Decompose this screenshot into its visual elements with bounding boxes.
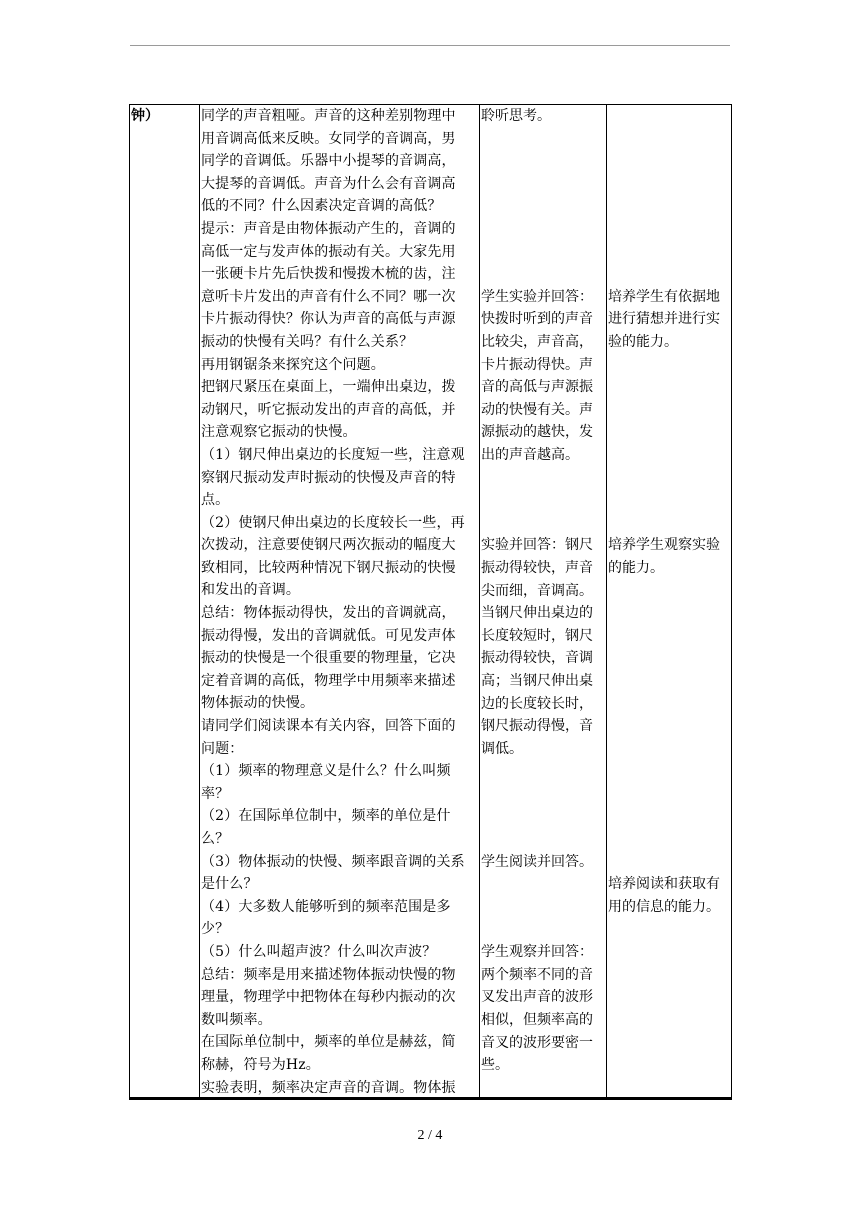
text-line: 学生阅读并回答。 bbox=[481, 853, 593, 870]
text-line: 点。 bbox=[201, 492, 230, 509]
text-block bbox=[608, 873, 730, 918]
text-line: 长度较短时，钢尺 bbox=[481, 627, 593, 644]
text-line: 是什么？ bbox=[201, 876, 258, 893]
text-line: 卡片振动得快？你认为声音的高低与声源 bbox=[201, 311, 456, 328]
text-line: 钟） bbox=[131, 108, 159, 124]
text-line: 边的长度较长时， bbox=[481, 695, 593, 712]
text-line: 高低一定与发声体的振动有关。大家先用 bbox=[201, 243, 456, 260]
text-line: 用的信息的能力。 bbox=[608, 898, 720, 915]
text-line: 学生实验并回答： bbox=[481, 288, 593, 305]
text-line: 高；当钢尺伸出桌 bbox=[481, 672, 593, 689]
text-line: 动钢尺，听它振动发出的声音的高低，并 bbox=[201, 401, 456, 418]
text-line: 用音调高低来反映。女同学的音调高，男 bbox=[201, 130, 456, 147]
text-line: 源振动的越快，发 bbox=[481, 424, 593, 441]
text-line: 数叫频率。 bbox=[201, 1011, 272, 1028]
text-line: 大提琴的音调低。声音为什么会有音调高 bbox=[201, 175, 456, 192]
text-line: 同学的音调低。乐器中小提琴的音调高， bbox=[201, 153, 456, 170]
text-line: （1）频率的物理意义是什么？什么叫频 bbox=[201, 763, 451, 780]
text-line: 些。 bbox=[481, 1057, 509, 1074]
text-line: 音的高低与声源振 bbox=[481, 379, 593, 396]
text-line: 注意观察它振动的快慢。 bbox=[201, 424, 357, 441]
text-line: 低的不同？什么因素决定音调的高低？ bbox=[201, 198, 442, 215]
text-line: 聆听思考。 bbox=[481, 108, 551, 124]
text-line: 次拨动，注意要使钢尺两次振动的幅度大 bbox=[201, 537, 456, 554]
text-line: 验的能力。 bbox=[608, 333, 678, 350]
text-line: 音叉的波形要密一 bbox=[481, 1034, 593, 1051]
text-line: （3）物体振动的快慢、频率跟音调的关系 bbox=[201, 853, 465, 870]
text-line: 意听卡片发出的声音有什么不同？哪一次 bbox=[201, 288, 456, 305]
text-line: 理量，物理学中把物体在每秒内振动的次 bbox=[201, 989, 456, 1006]
text-line: 致相同，比较两种情况下钢尺振动的快慢 bbox=[201, 559, 456, 576]
text-line: 一张硬卡片先后快拨和慢拨木梳的齿，注 bbox=[201, 266, 456, 283]
text-line: （2）使钢尺伸出桌边的长度较长一些，再 bbox=[201, 514, 465, 531]
header-rule bbox=[130, 45, 730, 46]
text-line: 快拨时听到的声音 bbox=[481, 311, 593, 328]
text-line: 实验并回答：钢尺 bbox=[481, 537, 593, 554]
text-line: 学生观察并回答： bbox=[481, 944, 593, 961]
text-line: 相似，但频率高的 bbox=[481, 1011, 593, 1028]
text-line: 物体振动的快慢。 bbox=[201, 695, 315, 712]
text-line: 振动的快慢有关吗？有什么关系？ bbox=[201, 333, 414, 350]
text-line: 实验表明，频率决定声音的音调。物体振 bbox=[201, 1079, 456, 1096]
text-line: 培养学生观察实验 bbox=[608, 537, 720, 554]
text-line: （1）钢尺伸出桌边的长度短一些，注意观 bbox=[201, 446, 465, 463]
text-line: 调低。 bbox=[481, 740, 523, 757]
text-line: 同学的声音粗哑。声音的这种差别物理中 bbox=[201, 108, 456, 124]
text-line: 定着音调的高低，物理学中用频率来描述 bbox=[201, 672, 456, 689]
text-block bbox=[481, 105, 605, 128]
text-line: 培养阅读和获取有 bbox=[608, 876, 720, 893]
text-line: 培养学生有依据地 bbox=[608, 288, 720, 305]
text-line: 振动的快慢是一个很重要的物理量，它决 bbox=[201, 650, 456, 667]
design-intent-cell bbox=[607, 105, 732, 1100]
text-line: 卡片振动得快。声 bbox=[481, 356, 593, 373]
time-cell-text bbox=[131, 105, 199, 128]
text-line: 尖而细，音调高。 bbox=[481, 582, 593, 599]
text-line: 总结：物体振动得快，发出的音调就高， bbox=[201, 605, 456, 622]
time-cell bbox=[130, 105, 200, 1100]
text-line: 振动得较快，音调 bbox=[481, 650, 593, 667]
table-bottom-border bbox=[129, 1097, 731, 1100]
text-block bbox=[608, 534, 730, 579]
text-line: 当钢尺伸出桌边的 bbox=[481, 605, 593, 622]
text-line: 提示：声音是由物体振动产生的，音调的 bbox=[201, 220, 456, 237]
text-line: 察钢尺振动发声时振动的快慢及声音的特 bbox=[201, 469, 456, 486]
text-line: 的能力。 bbox=[608, 559, 664, 576]
text-line: 钢尺振动得慢，音 bbox=[481, 718, 593, 735]
text-line: 振动得慢，发出的音调就低。可见发声体 bbox=[201, 627, 456, 644]
text-line: 比较尖，声音高， bbox=[481, 333, 593, 350]
table-row bbox=[130, 105, 732, 1100]
text-block bbox=[481, 286, 605, 467]
text-line: 动的快慢有关。声 bbox=[481, 401, 593, 418]
text-line: 进行猜想并进行实 bbox=[608, 311, 720, 328]
text-line: 两个频率不同的音 bbox=[481, 966, 593, 983]
text-line: 问题： bbox=[201, 740, 244, 757]
text-line: 称赫，符号为Hz。 bbox=[201, 1056, 320, 1073]
text-line: 在国际单位制中，频率的单位是赫兹，简 bbox=[201, 1034, 456, 1051]
text-line: 再用钢锯条来探究这个问题。 bbox=[201, 356, 385, 373]
text-line: 总结：频率是用来描述物体振动快慢的物 bbox=[201, 966, 456, 983]
text-line: 和发出的音调。 bbox=[201, 582, 301, 599]
design-intent-text bbox=[607, 105, 731, 1099]
text-block bbox=[481, 534, 605, 760]
text-block bbox=[481, 941, 605, 1077]
text-line: （5）什么叫超声波？什么叫次声波？ bbox=[201, 943, 437, 960]
text-line: 出的声音越高。 bbox=[481, 446, 579, 463]
text-line: 率？ bbox=[201, 785, 230, 802]
text-line: （2）在国际单位制中，频率的单位是什 bbox=[201, 808, 451, 825]
student-activity-cell bbox=[480, 105, 607, 1100]
student-activity-text bbox=[480, 105, 606, 1099]
text-line: （4）大多数人能够听到的频率范围是多 bbox=[201, 898, 451, 915]
lesson-table bbox=[129, 104, 732, 1100]
text-block bbox=[481, 851, 605, 874]
text-line: 振动得较快，声音 bbox=[481, 559, 593, 576]
text-line: 么？ bbox=[201, 831, 230, 847]
text-block bbox=[608, 286, 730, 354]
text-line: 把钢尺紧压在桌面上，一端伸出桌边，拨 bbox=[201, 379, 456, 396]
page-number: 2 / 4 bbox=[417, 1128, 443, 1143]
teacher-activity-text bbox=[201, 105, 477, 1099]
text-line: 请同学们阅读课本有关内容，回答下面的 bbox=[201, 718, 456, 735]
text-line: 少？ bbox=[201, 921, 230, 938]
teacher-activity-cell bbox=[200, 105, 480, 1100]
text-line: 叉发出声音的波形 bbox=[481, 989, 593, 1006]
